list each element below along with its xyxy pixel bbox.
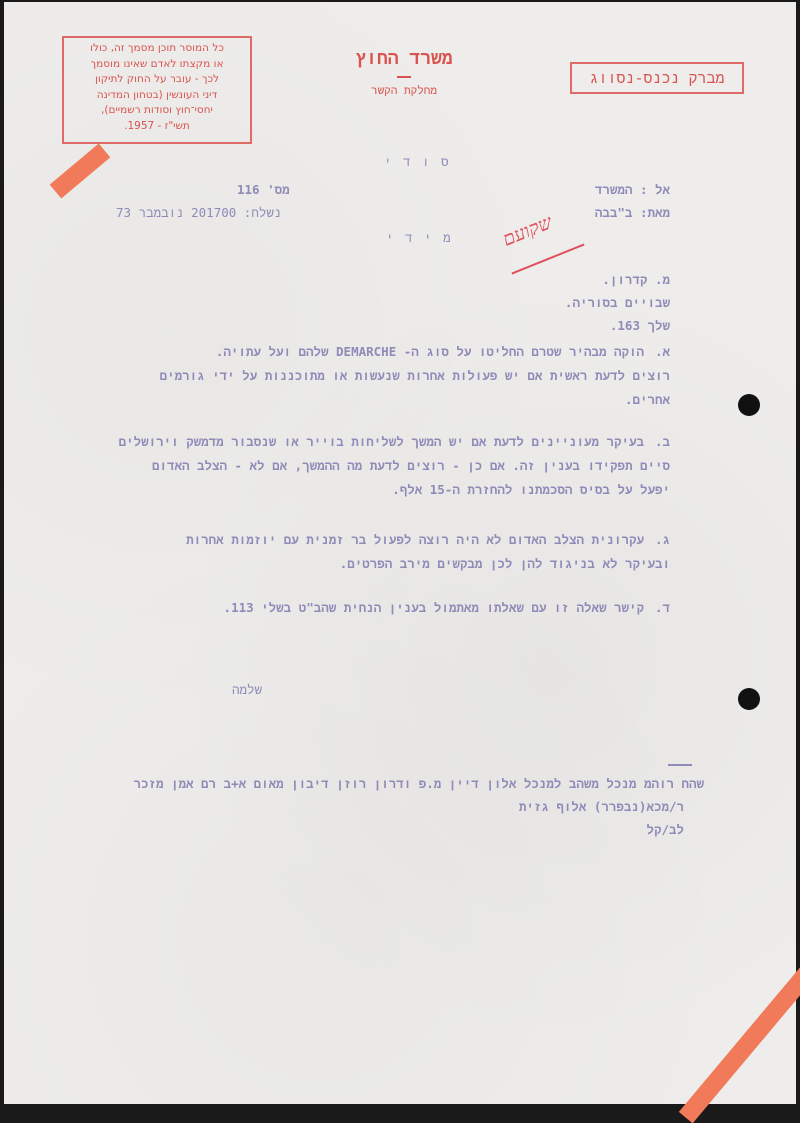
- warning-line: יחסי־חוץ וסודות רשמיים),: [101, 104, 213, 116]
- distribution-line: לב/קל: [646, 822, 684, 837]
- color-tab-stripe: [679, 959, 800, 1123]
- paragraph-line: בעיקר מעוניינים לדעת אם יש המשך לשליחות בוייר או שנסבור מדמשק וירושלים: [118, 434, 644, 449]
- warning-line: כל המוסר תוכן מסמך זה, כולו: [90, 42, 224, 54]
- paragraph-line: סיים תפקידו בענין זה. אם כן - רוצים לדעת מה ההמשך, אם לא - הצלב האדום: [151, 458, 670, 473]
- urgency-marker: מ י ד י: [386, 230, 453, 245]
- classification-top: ס ו ד י: [384, 154, 451, 169]
- paragraph-line: קישר שאלה זו עם שאלתו מאתמול בענין הנחית שהב"ט בשלי 113.: [223, 600, 644, 615]
- incoming-cable-stamp: מברק נכנס-נסווג: [570, 62, 744, 94]
- title-rule: [397, 76, 411, 78]
- distribution-rule: [668, 764, 692, 766]
- distribution-line: ר/מכא(נבפרר) אלוף גזית: [518, 799, 684, 814]
- from-line: מאת: ב"בבה: [594, 205, 670, 220]
- punch-hole: [738, 688, 760, 710]
- color-tab-stripe: [50, 144, 111, 199]
- paragraph-line: רוצים לדעת ראשית אם יש פעולות אחרות שנעשות או מתוכננות על ידי גורמים: [159, 368, 670, 383]
- message-number: מס' 116: [237, 182, 290, 197]
- paragraph-label: ג.: [654, 532, 670, 547]
- subject-line: שבויים בסוריה.: [564, 295, 670, 310]
- handwritten-note: שקועם: [499, 211, 556, 251]
- paragraph-label: ד.: [654, 600, 670, 615]
- warning-line: או מקצתו לאדם שאינו מוסמך: [90, 57, 224, 70]
- handwritten-underline: [511, 243, 584, 274]
- paragraph-line: ובעיקר לא בניגוד להן לכן מבקשים מירב הפרטים.: [339, 556, 670, 571]
- reference-line: שלך 163.: [609, 318, 670, 333]
- warning-line: תשי"ז - 1957.: [124, 119, 190, 132]
- warning-line: דיני העונשין (בטחון המדינה: [96, 88, 218, 101]
- ministry-title: משרד החוץ: [355, 48, 453, 69]
- paragraph-line: יפעל על בסיס הסכמתנו להחזרת ה-15 אלף.: [392, 482, 670, 497]
- legal-warning-box: [62, 36, 252, 144]
- paragraph-line: אחרים.: [624, 392, 670, 407]
- paragraph-line: הוקה מבהיר שטרם החליטו על סוג ה- DEMARCHE שלהם ועל עתויה.: [215, 344, 644, 359]
- warning-line: לכך - עובר על החוק לתיקון: [94, 73, 220, 85]
- document-page: [4, 2, 796, 1104]
- to-line: אל : המשרד: [594, 182, 670, 197]
- paragraph-label: ב.: [654, 434, 670, 449]
- signature: שלמה: [232, 682, 263, 697]
- distribution-line: שהח רוהמ מנכל משהב למנכל אלון דיין מ.פ ודרון רוזן דיבון מאום א+ב רם אמן מזכר: [133, 776, 704, 791]
- paragraph-line: עקרונית הצלב האדום לא היה רוצה לפעול בר זמנית עם יוזמות אחרות: [186, 532, 644, 547]
- addressee-name: מ. קדרון.: [602, 272, 670, 287]
- sent-time: נשלח: 201700 נובמבר 73: [116, 205, 282, 220]
- paragraph-label: א.: [654, 344, 670, 359]
- department-name: מחלקת הקשר: [370, 84, 438, 97]
- punch-hole: [738, 394, 760, 416]
